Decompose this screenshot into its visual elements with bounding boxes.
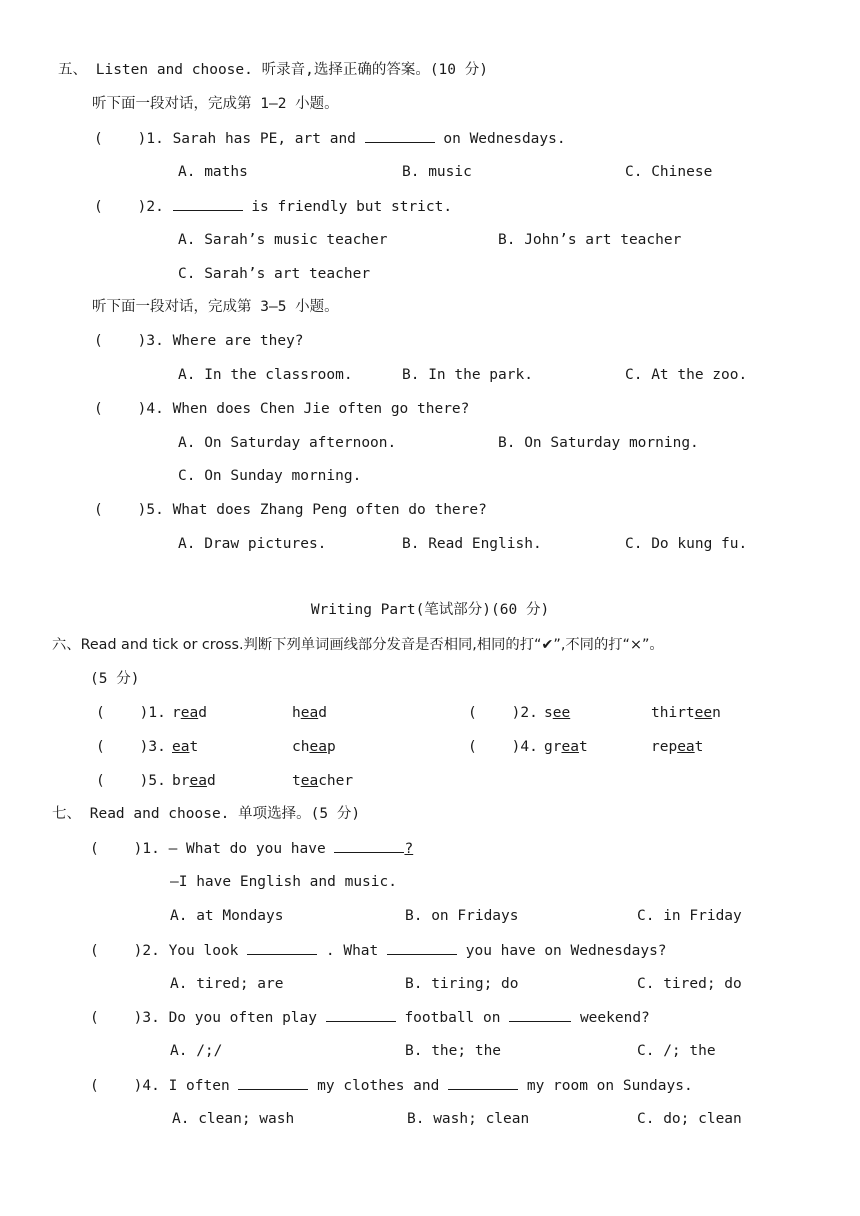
answer-paren[interactable]: ( )5. (96, 773, 166, 789)
pron-item (96, 703, 166, 723)
question-5-5 (94, 500, 487, 520)
answer-paren[interactable]: ( )2. (468, 705, 538, 721)
underlined-letters: ea (172, 739, 190, 755)
option-a[interactable]: A. at Mondays (170, 908, 284, 924)
option-c[interactable]: C. At the zoo. (625, 367, 748, 383)
option-b[interactable]: B. on Fridays (405, 908, 519, 924)
option-b[interactable]: B. wash; clean (407, 1111, 530, 1127)
question-text: on Wednesdays. (443, 131, 566, 147)
underlined-letters: ea (189, 773, 207, 789)
option-a[interactable]: A. /;/ (170, 1043, 223, 1059)
question-text: Where are they? (172, 333, 304, 349)
question-7-1 (90, 838, 413, 859)
option-b[interactable]: B. tiring; do (405, 976, 519, 992)
section-6-score: (5 分) (90, 671, 140, 687)
question-5-1 (94, 128, 566, 149)
answer-paren[interactable]: ( )1. (90, 841, 160, 857)
pron-item (468, 703, 538, 723)
option-b[interactable]: B. In the park. (402, 367, 533, 383)
underlined-letters: ea (180, 705, 199, 721)
question-text: — What do you have (168, 841, 326, 857)
question-5-3 (94, 331, 304, 351)
question-text: Sarah has PE, art and (172, 131, 356, 147)
option-b[interactable]: B. Read English. (402, 536, 542, 552)
option-a[interactable]: A. Draw pictures. (178, 536, 327, 552)
section-5-intro-1: 听下面一段对话，完成第 1—2 小题。 (92, 96, 339, 112)
answer-blank[interactable] (365, 128, 435, 143)
writing-part-title: Writing Part(笔试部分)(60 分) (310, 602, 550, 618)
answer-paren[interactable]: ( )4. (94, 401, 164, 417)
word-2: cheap (292, 739, 336, 755)
word-2: repeat (651, 739, 704, 755)
option-a[interactable]: A. In the classroom. (178, 367, 353, 383)
option-c[interactable]: C. /; the (637, 1043, 716, 1059)
answer-paren[interactable]: ( )1. (94, 131, 164, 147)
question-7-4 (90, 1075, 693, 1096)
underlined-letters: ea (300, 705, 319, 721)
word-1: see (544, 705, 571, 721)
answer-paren[interactable]: ( )3. (90, 1010, 160, 1026)
question-text: Do you often play (168, 1010, 317, 1026)
pron-item (468, 737, 538, 757)
question-5-2 (94, 196, 452, 217)
option-a[interactable]: A. tired; are (170, 976, 284, 992)
option-c[interactable]: C. in Friday (637, 908, 742, 924)
option-b[interactable]: B. music (402, 164, 472, 180)
answer-paren[interactable]: ( )4. (468, 739, 538, 755)
question-text: When does Chen Jie often go there? (172, 401, 470, 417)
section-5-header: 五、 Listen and choose. 听录音,选择正确的答案。(10 分) (58, 62, 488, 78)
pron-item (96, 771, 166, 791)
dialogue-answer: —I have English and music. (170, 874, 397, 890)
question-mark: ? (404, 841, 414, 857)
answer-paren[interactable]: ( )1. (96, 705, 166, 721)
question-text: is friendly but strict. (251, 199, 453, 215)
option-c[interactable]: C. Sarah’s art teacher (178, 266, 371, 282)
underlined-letters: ee (552, 705, 571, 721)
option-c[interactable]: C. do; clean (637, 1111, 742, 1127)
answer-blank[interactable] (238, 1075, 308, 1090)
option-c[interactable]: C. On Sunday morning. (178, 468, 362, 484)
word-2: head (292, 705, 327, 721)
answer-blank[interactable] (173, 196, 243, 211)
underlined-letters: ea (561, 739, 579, 755)
option-b[interactable]: B. John’s art teacher (498, 232, 682, 248)
option-a[interactable]: A. clean; wash (172, 1111, 295, 1127)
answer-blank[interactable] (334, 838, 404, 853)
underlined-letters: ea (677, 739, 695, 755)
underlined-letters: ea (300, 773, 319, 789)
word-1: bread (172, 773, 216, 789)
answer-blank[interactable] (387, 940, 457, 955)
question-text: . What (325, 943, 379, 959)
option-b[interactable]: B. On Saturday morning. (498, 435, 699, 451)
question-text: weekend? (579, 1010, 650, 1026)
answer-paren[interactable]: ( )2. (90, 943, 160, 959)
word-1: great (544, 739, 588, 755)
underlined-letters: ea (309, 739, 327, 755)
question-text: you have on Wednesdays? (465, 943, 667, 959)
answer-blank[interactable] (247, 940, 317, 955)
question-7-3 (90, 1007, 650, 1028)
word-2: teacher (292, 773, 354, 789)
question-text: You look (168, 943, 239, 959)
option-a[interactable]: A. Sarah’s music teacher (178, 232, 388, 248)
answer-blank[interactable] (509, 1007, 571, 1022)
option-c[interactable]: C. Do kung fu. (625, 536, 748, 552)
option-a[interactable]: A. maths (178, 164, 248, 180)
word-1: read (172, 705, 207, 721)
answer-paren[interactable]: ( )3. (96, 739, 166, 755)
question-text: What does Zhang Peng often do there? (172, 502, 487, 518)
option-a[interactable]: A. On Saturday afternoon. (178, 435, 397, 451)
question-text: football on (404, 1010, 501, 1026)
answer-paren[interactable]: ( )4. (90, 1078, 160, 1094)
question-5-4 (94, 399, 469, 419)
section-5-intro-2: 听下面一段对话，完成第 3—5 小题。 (92, 299, 339, 315)
answer-paren[interactable]: ( )5. (94, 502, 164, 518)
answer-paren[interactable]: ( )2. (94, 199, 164, 215)
option-b[interactable]: B. the; the (405, 1043, 502, 1059)
answer-blank[interactable] (326, 1007, 396, 1022)
question-text: my clothes and (317, 1078, 440, 1094)
section-6-header: 六、Read and tick or cross.判断下列单词画线部分发音是否相同,相同的打“✔”,不同的打“×”。 (52, 637, 664, 653)
question-text: my room on Sundays. (526, 1078, 693, 1094)
option-c[interactable]: C. Chinese (625, 164, 713, 180)
word-1: eat (172, 739, 199, 755)
word-2: thirteen (651, 705, 721, 721)
question-text: I often (168, 1078, 230, 1094)
answer-paren[interactable]: ( )3. (94, 333, 164, 349)
section-7-header: 七、 Read and choose. 单项选择。(5 分) (52, 806, 361, 822)
question-7-2 (90, 940, 667, 961)
pron-item (96, 737, 166, 757)
option-c[interactable]: C. tired; do (637, 976, 742, 992)
underlined-letters: ee (694, 705, 713, 721)
answer-blank[interactable] (448, 1075, 518, 1090)
